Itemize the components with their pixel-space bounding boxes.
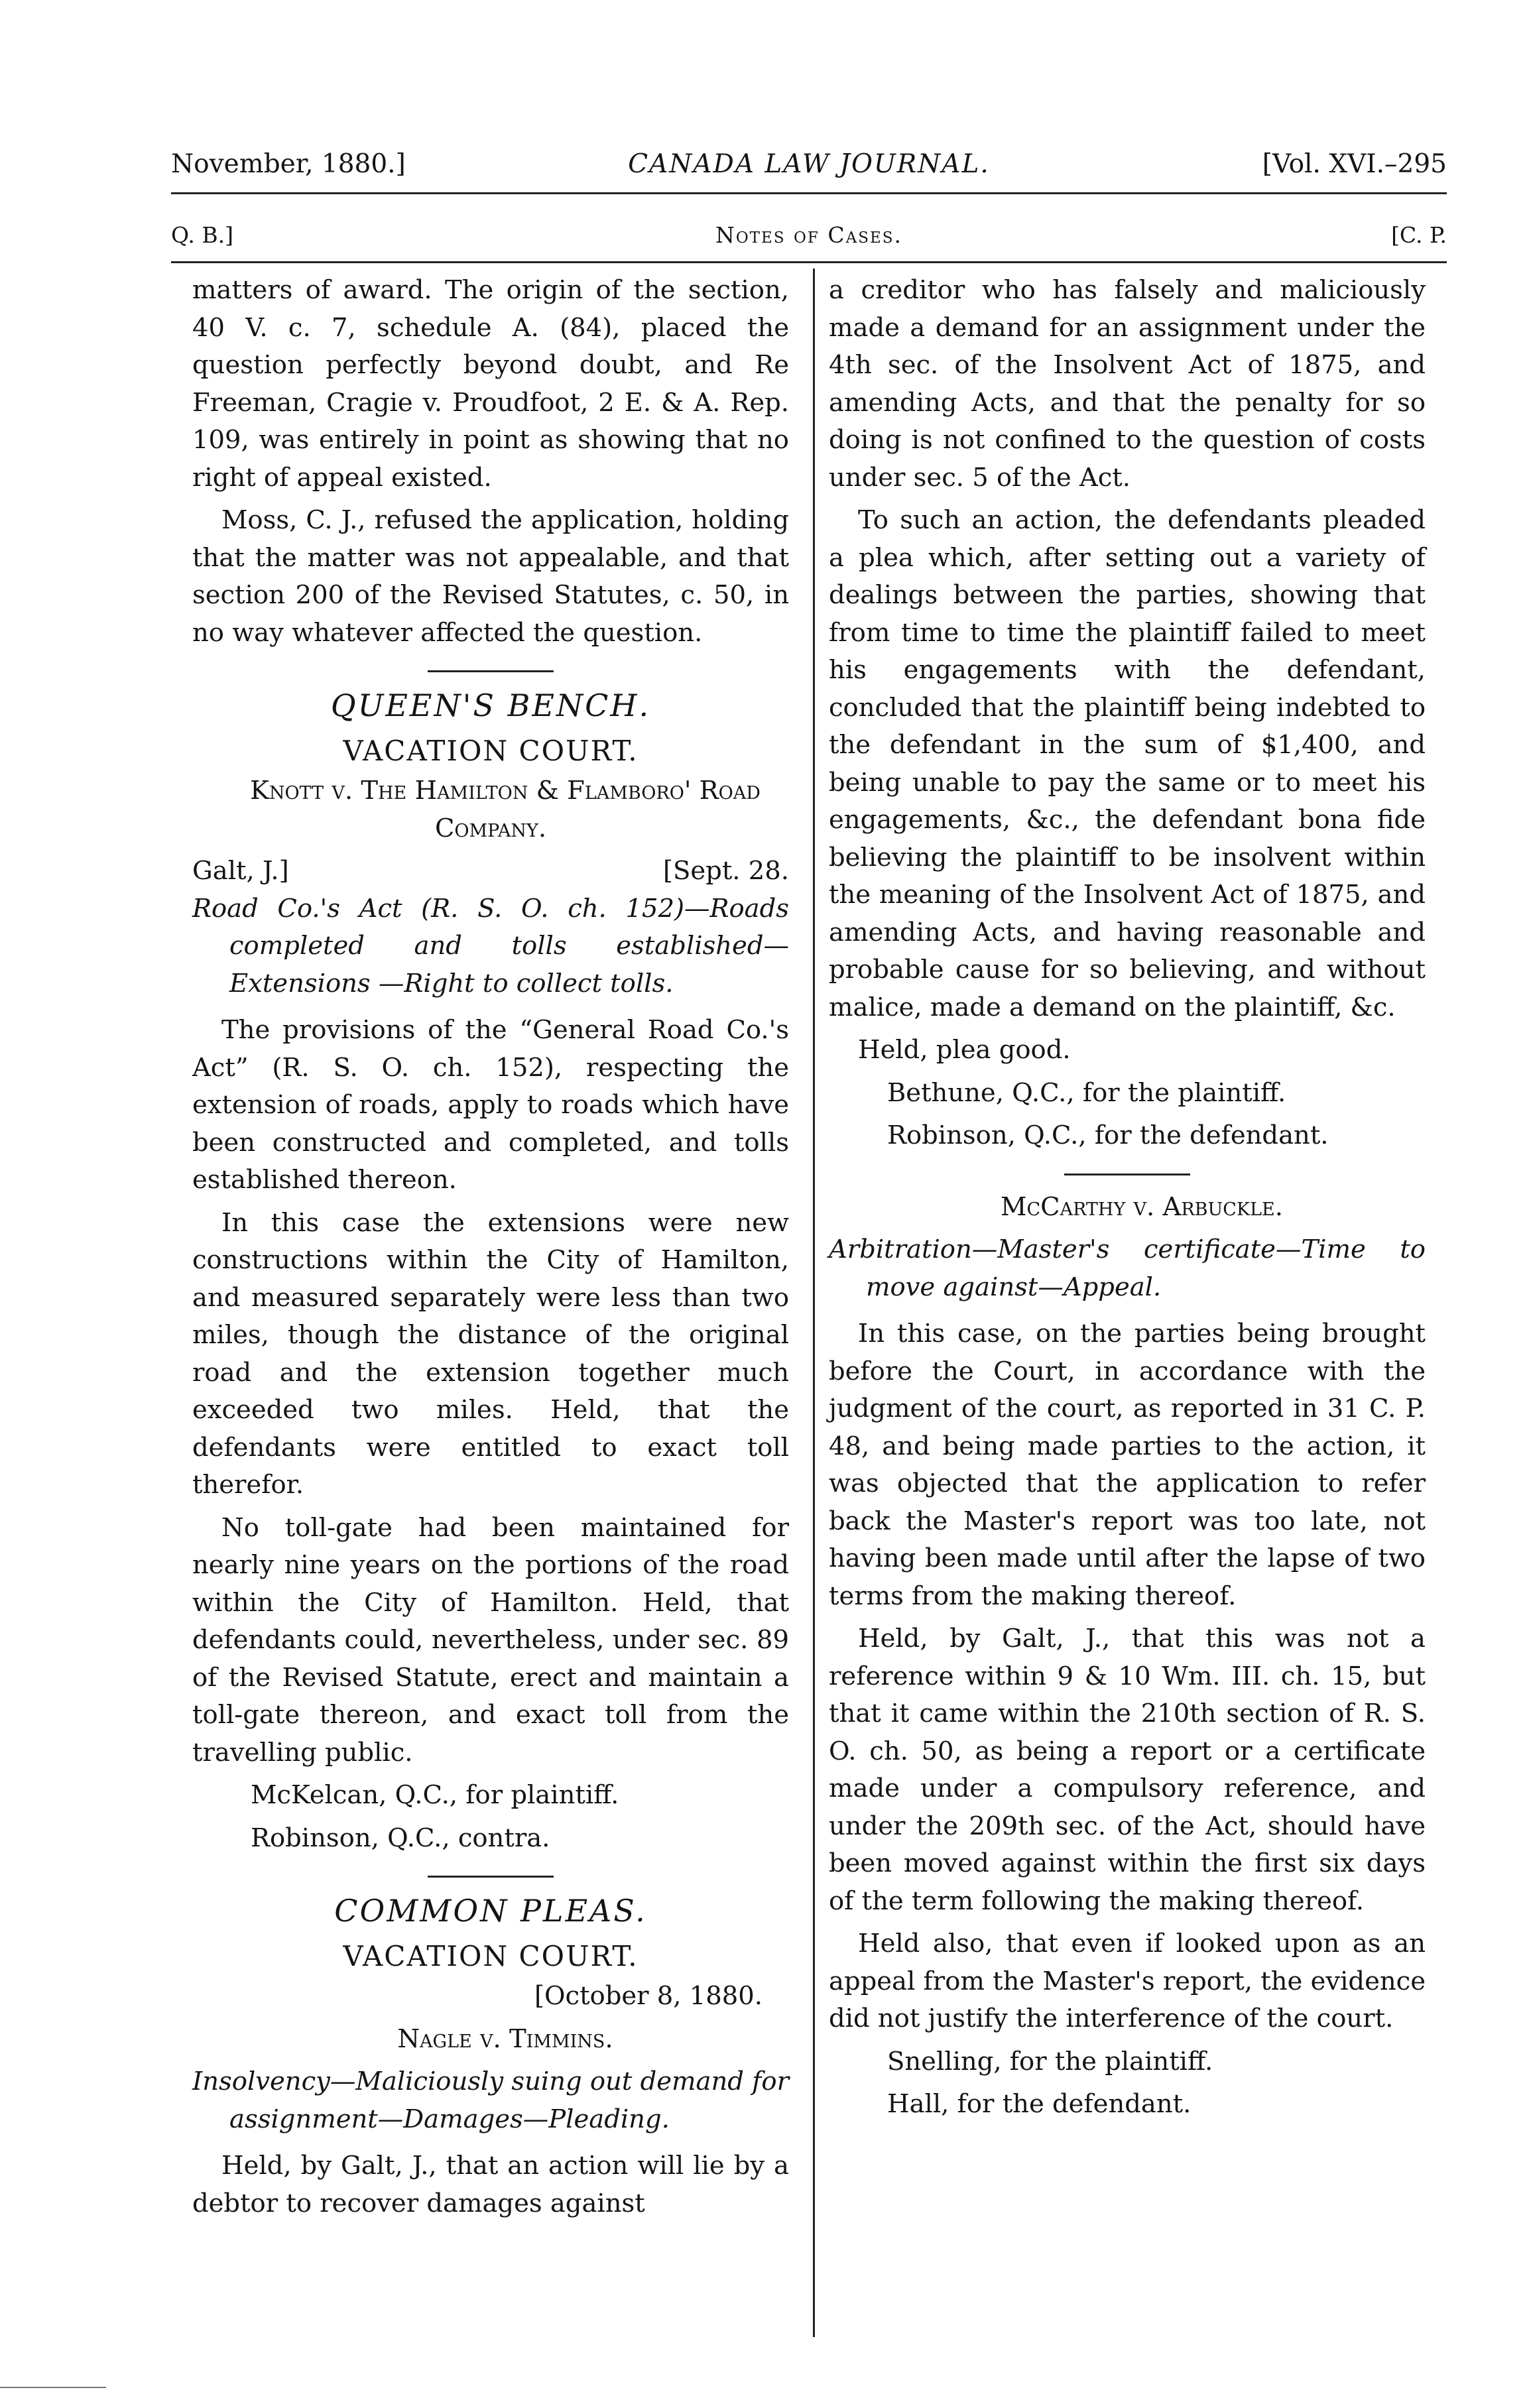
case-date: [Sept. 28. <box>663 856 789 886</box>
running-head-date: November, 1880.] <box>171 149 406 179</box>
counsel-line: Robinson, Q.C., contra. <box>251 1823 550 1853</box>
headnote: Arbitration—Master's certificate—Time to move against—Appeal. <box>829 1234 1426 1302</box>
counsel-line: Bethune, Q.C., for the plaintiff. <box>887 1077 1286 1108</box>
paragraph: No toll-gate had been maintained for nearly nine years on the portions of the road within the City of Hamilton. Held, that defendants could, nevertheless, under sec. 89 of the Revised Statute, erect and maintain a toll-gate thereon, and exact toll from the travelling public. <box>192 1512 789 1768</box>
counsel-line: Hall, for the defendant. <box>887 2089 1192 2119</box>
running-head <box>171 145 1447 184</box>
court-heading-queens-bench: QUEEN'S BENCH. <box>330 688 651 723</box>
page-edge-mark <box>0 2387 106 2388</box>
paragraph: The provisions of the “General Road Co.'s Act” (R. S. O. ch. 152), respecting the extension of roads, apply to roads which have been constructed and completed, and tolls established thereon. <box>192 1015 789 1195</box>
case-title: Nagle v. Timmins. <box>397 2023 613 2054</box>
court-subheading: VACATION COURT. <box>343 1939 639 1972</box>
paragraph: In this case the extensions were new constructions within the City of Hamilton, and measured separately were less than two miles, though the distance of the original road and the extension together much exceeded two miles. Held, that the defendants were entitled to exact toll therefor. <box>192 1207 789 1500</box>
volume-page: [Vol. XVI.–295 <box>1262 149 1447 179</box>
section-right-court: [C. P. <box>1391 222 1447 248</box>
judge-line <box>192 853 789 890</box>
right-column <box>829 272 1426 2129</box>
paragraph: a creditor who has falsely and maliciously made a demand for an assignment under the 4th sec. of the Insolvent Act of 1875, and amending Acts, and that the penalty for so doing is not confined to the question of costs under sec. 5 of the Act. <box>829 275 1426 493</box>
headnote: Road Co.'s Act (R. S. O. ch. 152)—Roads completed and tolls established—Extensions —Right to collect tolls. <box>192 893 789 998</box>
left-column <box>192 272 789 2228</box>
divider <box>428 670 554 672</box>
divider <box>1064 1174 1190 1175</box>
counsel-line: Robinson, Q.C., for the defendant. <box>887 1120 1329 1150</box>
counsel-line: Snelling, for the plaintiff. <box>887 2046 1213 2077</box>
paragraph: matters of award. The origin of the section, 40 V. c. 7, schedule A. (84), placed the question perfectly beyond doubt, and Re Freeman, Cragie v. Proudfoot, 2 E. & A. Rep. 109, was entirely in point as showing that no right of appeal existed. <box>192 275 789 493</box>
divider <box>428 1876 554 1878</box>
section-left-court: Q. B.] <box>171 222 234 248</box>
case-title: McCarthy v. Arbuckle. <box>1001 1191 1283 1222</box>
case-date: [October 8, 1880. <box>534 1981 763 2011</box>
court-heading-common-pleas: COMMON PLEAS. <box>334 1893 647 1929</box>
paragraph: In this case, on the parties being brought before the Court, in accordance with the judgment of the court, as reported in 31 C. P. 48, and being made parties to the action, it was objected that the application to refer back the Master's report was too late, not having been made until after the lapse of two terms from the making thereof. <box>829 1319 1426 1611</box>
column-divider <box>813 269 815 2337</box>
section-title: Notes of Cases. <box>715 222 903 248</box>
judge-name: Galt, J.] <box>192 856 289 886</box>
section-rule <box>171 261 1447 263</box>
court-subheading: VACATION COURT. <box>343 734 639 767</box>
paragraph: Moss, C. J., refused the application, holding that the matter was not appealable, and that section 200 of the Revised Statutes, c. 50, in no way whatever affected the question. <box>192 505 789 648</box>
paragraph: To such an action, the defendants pleaded a plea which, after setting out a variety of dealings between the parties, showing that from time to time the plaintiff failed to meet his engagements with the defendant, concluded that the plaintiff being indebted to the defendant in the sum of $1,400, and being unable to pay the same or to meet his engagements, &c., the defendant bona fide believing the plaintiff to be insolvent within the meaning of the Insolvent Act of 1875, and amending Acts, and having reasonable and probable cause for so believing, and without malice, made a demand on the plaintiff, &c. <box>829 505 1426 1022</box>
paragraph: Held, by Galt, J., that an action will lie by a debtor to recover damages against <box>192 2151 789 2218</box>
paragraph: Held, by Galt, J., that this was not a reference within 9 & 10 Wm. III. ch. 15, but that it came within the 210th section of R. S. O. ch. 50, as being a report or a certificate made under a compulsory reference, and under the 209th sec. of the Act, should have been moved against within the first six days of the term following the making thereof. <box>829 1624 1426 1916</box>
counsel-line: McKelcan, Q.C., for plaintiff. <box>251 1780 619 1810</box>
case-title: Knott v. The Hamilton & Flamboro' Road Company. <box>250 776 761 843</box>
section-head <box>171 215 1447 255</box>
header-rule <box>171 192 1447 194</box>
paragraph: Held also, that even if looked upon as an appeal from the Master's report, the evidence did not justify the interference of the court. <box>829 1929 1426 2033</box>
paragraph: Held, plea good. <box>858 1035 1071 1065</box>
headnote: Insolvency—Maliciously suing out demand for assignment—Damages—Pleading. <box>192 2067 789 2134</box>
journal-title: CANADA LAW JOURNAL. <box>628 149 990 179</box>
